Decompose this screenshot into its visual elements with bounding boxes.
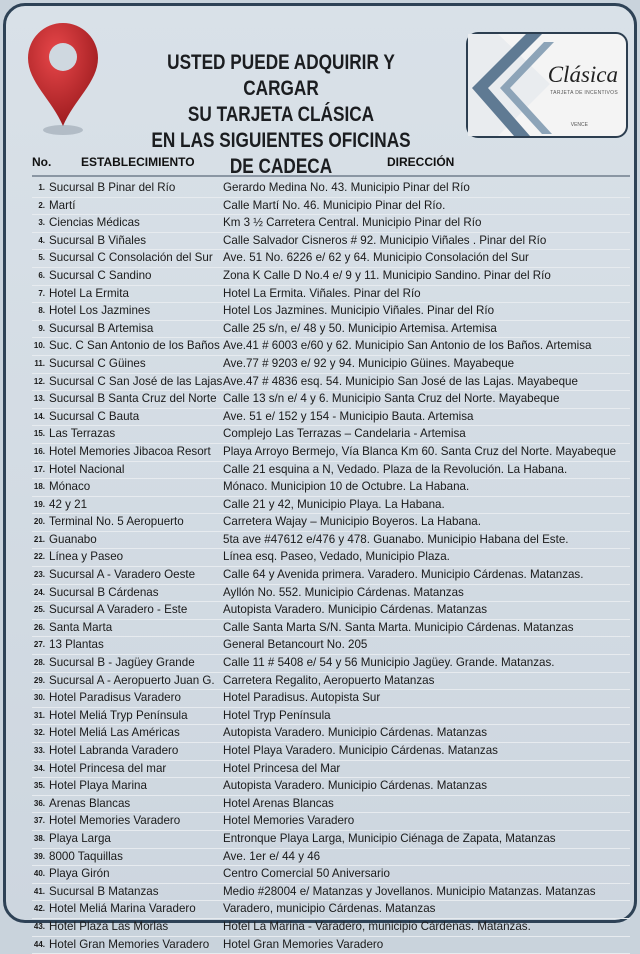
- row-number: 39.: [33, 851, 45, 861]
- table-row: [32, 690, 630, 708]
- address-cell: Entronque Playa Larga, Municipio Ciénaga de Zapata, Matanzas: [223, 831, 556, 845]
- table-row: [32, 725, 630, 743]
- establishment-cell: Sucursal C San José de las Lajas: [49, 374, 223, 388]
- row-number: 31.: [33, 710, 45, 720]
- establishment-cell: Hotel Labranda Varadero: [49, 744, 179, 757]
- table-row: [32, 374, 630, 392]
- table-row: [32, 391, 630, 409]
- row-number: 15.: [33, 429, 45, 439]
- establishment-cell: Arenas Blancas: [49, 796, 131, 810]
- table-row: [32, 866, 630, 884]
- row-number: 10.: [33, 341, 45, 351]
- row-number: 6.: [38, 270, 45, 280]
- address-cell: Autopista Varadero. Municipio Cárdenas. Matanzas: [223, 603, 488, 617]
- address-cell: Playa Arroyo Bermejo, Vía Blanca Km 60. Santa Cruz del Norte. Mayabeque: [223, 444, 617, 458]
- table-row: [32, 532, 630, 550]
- establishment-cell: Playa Girón: [49, 867, 110, 881]
- address-cell: Ayllón No. 552. Municipio Cárdenas. Matanzas: [223, 585, 464, 599]
- address-cell: Carretera Wajay – Municipio Boyeros. La Habana.: [223, 515, 481, 529]
- address-cell: Calle Salvador Cisneros # 92. Municipio Viñales . Pinar del Río: [223, 233, 547, 247]
- address-cell: Ave.41 # 6003 e/60 y 62. Municipio San Antonio de los Baños. Artemisa: [223, 339, 592, 353]
- table-row: [32, 198, 630, 216]
- table-row: [32, 215, 630, 233]
- address-cell: Calle 25 s/n, e/ 48 y 50. Municipio Artemisa. Artemisa: [223, 321, 497, 335]
- row-number: 7.: [38, 288, 45, 298]
- table-row: [32, 778, 630, 796]
- card-expiry-label: VENCE: [570, 122, 588, 128]
- table-row: [32, 655, 630, 673]
- location-pin-icon: [24, 20, 102, 138]
- establishment-cell: Hotel Paradisus Varadero: [49, 691, 181, 705]
- table-row: [32, 444, 630, 462]
- card-subtitle: TARJETA DE INCENTIVOS: [550, 90, 618, 96]
- address-cell: Calle Santa Marta S/N. Santa Marta. Municipio Cárdenas. Matanzas: [223, 620, 574, 634]
- establishment-cell: Mónaco: [49, 480, 91, 494]
- establishment-cell: Sucursal A - Aeropuerto Juan G.: [49, 673, 215, 687]
- table-row: [32, 708, 630, 726]
- address-cell: Complejo Las Terrazas – Candelaria - Artemisa: [223, 427, 466, 441]
- headline-line-3: EN LAS SIGUIENTES OFICINAS DE CADECA: [151, 129, 411, 178]
- row-number: 25.: [33, 605, 45, 615]
- row-number: 36.: [33, 798, 45, 808]
- row-number: 42.: [33, 904, 45, 914]
- establishment-cell: Hotel Los Jazmines: [49, 304, 151, 318]
- address-cell: Hotel Los Jazmines. Municipio Viñales. Pinar del Río: [223, 304, 495, 318]
- establishment-cell: Playa Larga: [49, 831, 111, 845]
- address-cell: Ave.47 # 4836 esq. 54. Municipio San José de las Lajas. Mayabeque: [223, 374, 578, 388]
- address-cell: Gerardo Medina No. 43. Municipio Pinar del Río: [223, 181, 470, 194]
- table-row: [32, 937, 630, 954]
- column-header-no: No.: [32, 155, 52, 169]
- row-number: 12.: [33, 376, 45, 386]
- row-number: 32.: [33, 728, 45, 738]
- establishment-cell: Hotel Plaza Las Morlas: [49, 919, 169, 933]
- row-number: 1.: [38, 183, 45, 192]
- establishment-cell: Sucursal B Pinar del Río: [49, 181, 176, 194]
- row-number: 34.: [33, 763, 45, 773]
- establishment-cell: Suc. C San Antonio de los Baños: [49, 339, 220, 353]
- row-number: 16.: [33, 446, 45, 456]
- establishment-cell: Sucursal B Matanzas: [49, 884, 159, 898]
- row-number: 4.: [38, 235, 45, 245]
- tarjeta-clasica-card: [466, 32, 628, 138]
- address-cell: Calle 21 esquina a N, Vedado. Plaza de la Revolución. La Habana.: [223, 462, 568, 476]
- establishment-cell: Terminal No. 5 Aeropuerto: [49, 515, 184, 529]
- establishment-cell: Hotel Meliá Las Américas: [49, 726, 180, 740]
- column-header-establishment: ESTABLECIMIENTO: [81, 155, 195, 169]
- row-number: 2.: [38, 200, 45, 210]
- headline-line-2: SU TARJETA CLÁSICA: [187, 103, 375, 126]
- address-cell: Calle 21 y 42, Municipio Playa. La Habana.: [223, 497, 445, 511]
- offices-table: [32, 180, 630, 954]
- address-cell: Ave. 1er e/ 44 y 46: [223, 849, 321, 863]
- row-number: 8.: [38, 306, 45, 316]
- table-row: [32, 673, 630, 691]
- row-number: 27.: [33, 640, 45, 650]
- headline-line-1: USTED PUEDE ADQUIRIR Y CARGAR: [167, 51, 395, 100]
- establishment-cell: Hotel Meliá Tryp Península: [49, 708, 188, 722]
- table-row: [32, 620, 630, 638]
- row-number: 11.: [34, 358, 45, 368]
- establishment-cell: Sucursal C Güines: [49, 356, 146, 370]
- table-row: [32, 831, 630, 849]
- table-row: [32, 268, 630, 286]
- row-number: 43.: [33, 921, 45, 931]
- address-cell: Varadero, municipio Cárdenas. Matanzas: [223, 902, 436, 916]
- table-row: [32, 180, 630, 198]
- row-number: 40.: [33, 869, 45, 879]
- row-number: 20.: [33, 517, 45, 527]
- establishment-cell: Sucursal A Varadero - Este: [49, 603, 188, 617]
- establishment-cell: Sucursal C Sandino: [49, 268, 152, 282]
- row-number: 5.: [38, 253, 45, 263]
- establishment-cell: Hotel Memories Jibacoa Resort: [49, 444, 211, 458]
- table-row: [32, 549, 630, 567]
- address-cell: Carretera Regalito, Aeropuerto Matanzas: [223, 673, 435, 687]
- address-cell: Hotel Gran Memories Varadero: [223, 937, 384, 951]
- establishment-cell: Hotel Playa Marina: [49, 779, 147, 793]
- table-row: [32, 585, 630, 603]
- table-header: [32, 155, 630, 177]
- row-number: 41.: [33, 886, 45, 896]
- establishment-cell: Sucursal C Bauta: [49, 409, 140, 423]
- table-row: [32, 462, 630, 480]
- establishment-cell: Sucursal B - Jagüey Grande: [49, 656, 195, 670]
- table-row: [32, 743, 630, 761]
- establishment-cell: Sucursal B Cárdenas: [49, 585, 159, 599]
- row-number: 23.: [33, 570, 45, 580]
- row-number: 19.: [33, 499, 45, 509]
- row-number: 38.: [33, 833, 45, 843]
- address-cell: Medio #28004 e/ Matanzas y Jovellanos. Municipio Matanzas. Matanzas: [223, 884, 596, 898]
- card-brand: Clásica: [547, 62, 618, 87]
- table-row: [32, 250, 630, 268]
- table-row: [32, 637, 630, 655]
- table-row: [32, 884, 630, 902]
- row-number: 44.: [33, 939, 45, 949]
- table-row: [32, 356, 630, 374]
- table-row: [32, 233, 630, 251]
- address-cell: General Betancourt No. 205: [223, 638, 368, 652]
- address-cell: Hotel La Marina - Varadero, municipio Cárdenas. Matanzas.: [223, 919, 531, 933]
- establishment-cell: Hotel Nacional: [49, 462, 125, 476]
- establishment-cell: Las Terrazas: [49, 427, 116, 441]
- address-cell: Ave.77 # 9203 e/ 92 y 94. Municipio Güines. Mayabeque: [223, 356, 515, 370]
- row-number: 3.: [38, 218, 45, 228]
- row-number: 14.: [33, 411, 45, 421]
- establishment-cell: Sucursal B Artemisa: [49, 321, 154, 335]
- row-number: 30.: [33, 693, 45, 703]
- table-row: [32, 567, 630, 585]
- table-row: [32, 426, 630, 444]
- address-cell: Hotel Tryp Península: [223, 708, 331, 722]
- row-number: 33.: [33, 746, 45, 755]
- establishment-cell: Sucursal B Viñales: [49, 233, 147, 247]
- row-number: 35.: [33, 781, 45, 791]
- address-cell: Autopista Varadero. Municipio Cárdenas. Matanzas: [223, 779, 488, 793]
- establishment-cell: Sucursal A - Varadero Oeste: [49, 568, 196, 582]
- address-cell: Km 3 ½ Carretera Central. Municipio Pinar del Río: [223, 216, 482, 230]
- address-cell: Hotel Playa Varadero. Municipio Cárdenas. Matanzas: [223, 744, 498, 757]
- row-number: 22.: [33, 552, 45, 562]
- table-row: [32, 479, 630, 497]
- row-number: 17.: [33, 464, 45, 474]
- row-number: 9.: [38, 323, 45, 333]
- address-cell: Hotel Princesa del Mar: [223, 761, 341, 775]
- table-row: [32, 602, 630, 620]
- establishment-cell: Santa Marta: [49, 620, 113, 634]
- address-cell: Calle 13 s/n e/ 4 y 6. Municipio Santa Cruz del Norte. Mayabeque: [223, 392, 560, 406]
- address-cell: Calle 11 # 5408 e/ 54 y 56 Municipio Jagüey. Grande. Matanzas.: [223, 656, 555, 670]
- address-cell: Mónaco. Municipion 10 de Octubre. La Habana.: [223, 480, 470, 494]
- establishment-cell: Sucursal B Santa Cruz del Norte: [49, 392, 217, 406]
- table-row: [32, 286, 630, 304]
- row-number: 37.: [33, 816, 45, 826]
- row-number: 26.: [33, 622, 45, 632]
- address-cell: Autopista Varadero. Municipio Cárdenas. Matanzas: [223, 726, 488, 740]
- establishment-cell: 42 y 21: [49, 497, 88, 511]
- table-row: [32, 813, 630, 831]
- address-cell: 5ta ave #47612 e/476 y 478. Guanabo. Municipio Habana del Este.: [223, 532, 569, 546]
- address-cell: Ave. 51 No. 6226 e/ 62 y 64. Municipio Consolación del Sur: [223, 251, 529, 265]
- establishment-cell: Hotel Princesa del mar: [49, 761, 167, 775]
- establishment-cell: Ciencias Médicas: [49, 216, 140, 230]
- establishment-cell: 8000 Taquillas: [49, 849, 123, 863]
- row-number: 13.: [33, 394, 45, 404]
- row-number: 29.: [33, 675, 45, 685]
- establishment-cell: Hotel Gran Memories Varadero: [49, 937, 210, 951]
- establishment-cell: Hotel Meliá Marina Varadero: [49, 902, 196, 916]
- row-number: 24.: [33, 587, 45, 597]
- table-row: [32, 919, 630, 937]
- establishment-cell: Hotel La Ermita: [49, 286, 129, 300]
- table-row: [32, 321, 630, 339]
- address-cell: Calle 64 y Avenida primera. Varadero. Municipio Cárdenas. Matanzas.: [223, 568, 584, 582]
- address-cell: Hotel Paradisus. Autopista Sur: [223, 691, 381, 705]
- establishment-cell: Hotel Memories Varadero: [49, 814, 181, 828]
- row-number: 18.: [33, 482, 45, 492]
- address-cell: Zona K Calle D No.4 e/ 9 y 11. Municipio Sandino. Pinar del Río: [223, 268, 551, 282]
- establishment-cell: Línea y Paseo: [49, 550, 124, 564]
- table-row: [32, 901, 630, 919]
- address-cell: Centro Comercial 50 Aniversario: [223, 867, 390, 881]
- address-cell: Hotel La Ermita. Viñales. Pinar del Río: [223, 286, 421, 300]
- column-header-address: DIRECCIÓN: [387, 155, 455, 169]
- table-row: [32, 514, 630, 532]
- establishment-cell: 13 Plantas: [49, 638, 104, 652]
- address-cell: Hotel Arenas Blancas: [223, 796, 334, 810]
- address-cell: Línea esq. Paseo, Vedado, Municipio Plaza.: [223, 550, 450, 564]
- poster-frame: [3, 3, 637, 951]
- table-row: [32, 338, 630, 356]
- table-row: [32, 409, 630, 427]
- establishment-cell: Guanabo: [49, 532, 97, 546]
- row-number: 21.: [33, 534, 45, 544]
- table-row: [32, 303, 630, 321]
- row-number: 28.: [33, 658, 45, 668]
- table-row: [32, 497, 630, 515]
- address-cell: Calle Martí No. 46. Municipio Pinar del Río.: [223, 198, 446, 212]
- establishment-cell: Sucursal C Consolación del Sur: [49, 251, 213, 265]
- address-cell: Hotel Memories Varadero: [223, 814, 355, 828]
- address-cell: Ave. 51 e/ 152 y 154 - Municipio Bauta. Artemisa: [223, 409, 474, 423]
- table-row: [32, 761, 630, 779]
- table-row: [32, 796, 630, 814]
- table-row: [32, 849, 630, 867]
- establishment-cell: Martí: [49, 198, 76, 212]
